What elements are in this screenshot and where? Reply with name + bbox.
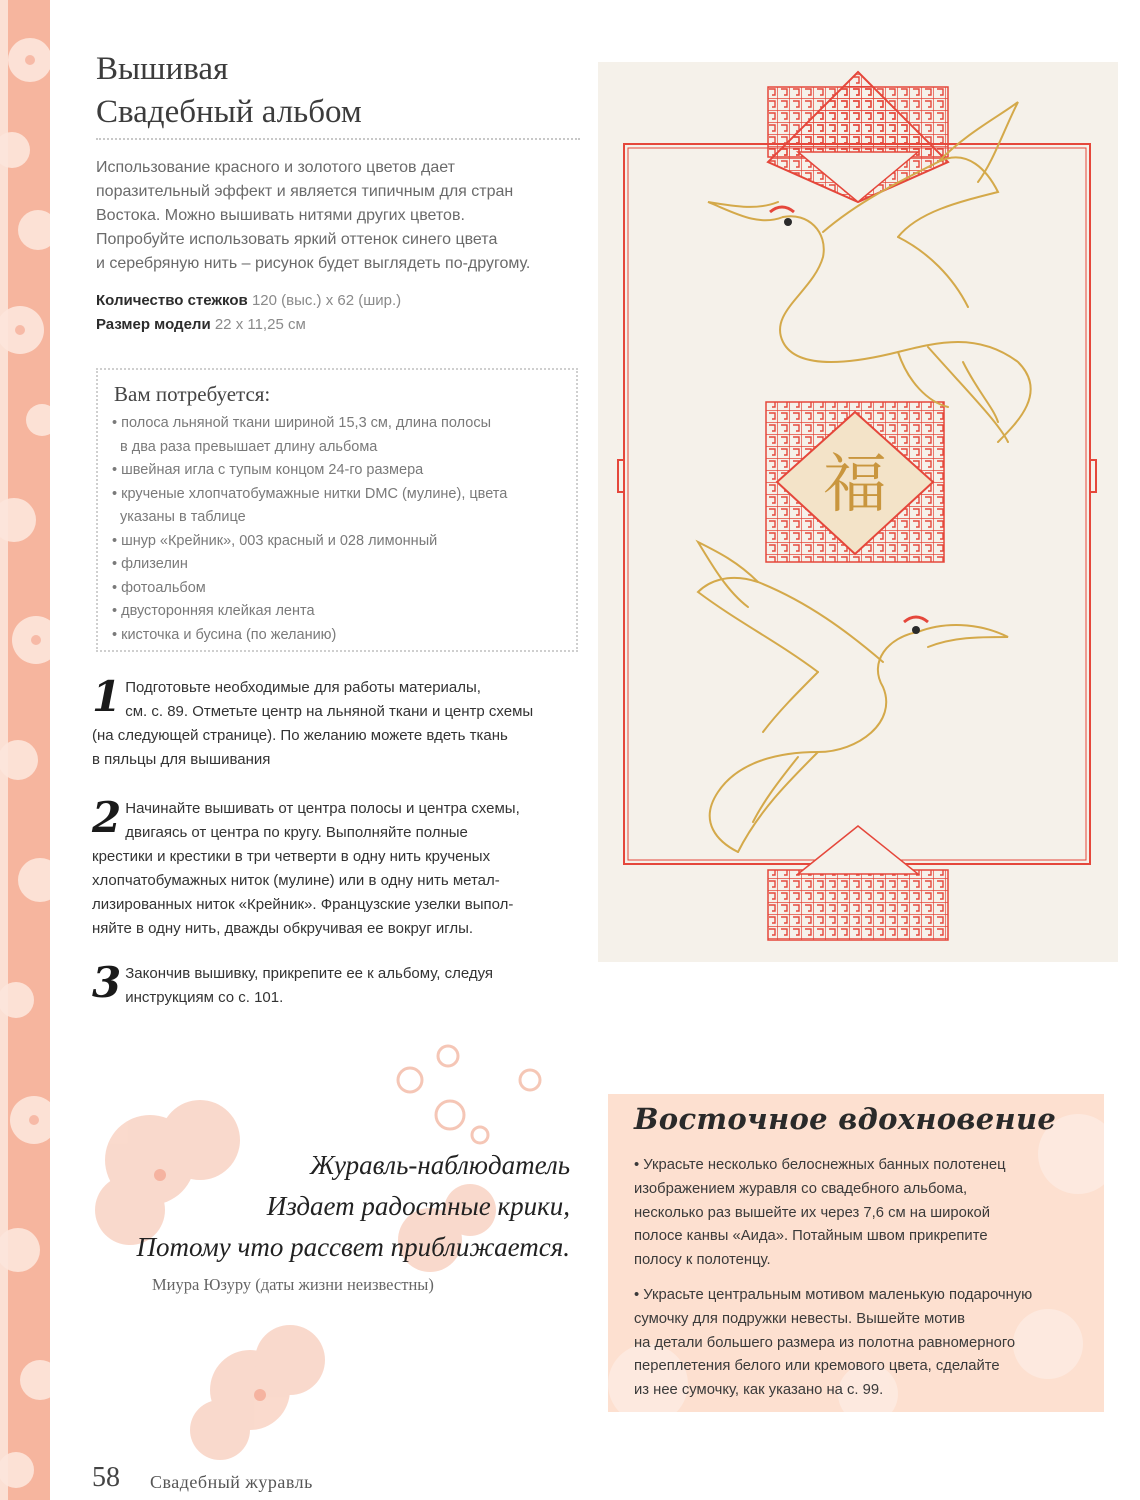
tip-line: полосе канвы «Аида». Потайным швом прикрепите	[634, 1228, 988, 1245]
step-number: 1	[92, 672, 122, 721]
tip-box-title: Восточное вдохновение	[634, 1102, 1057, 1136]
page-title	[96, 48, 362, 134]
quote-line: Издает радостные крики,	[266, 1191, 570, 1221]
materials-item: • кисточка и бусина (по желанию)	[112, 626, 337, 643]
stitch-count-label: Количество стежков	[96, 292, 248, 309]
oriental-inspiration-box	[608, 1094, 1104, 1412]
blossom-strip-art	[0, 0, 50, 1500]
step-2	[92, 793, 587, 941]
step-line: Начинайте вышивать от центра полосы и центра схемы,	[125, 800, 520, 817]
tip-line: • Украсьте несколько белоснежных банных полотенец	[634, 1157, 1006, 1173]
materials-item: • крученые хлопчатобумажные нитки DMC (мулине), цвета	[112, 485, 508, 502]
materials-item: в два раза превышает длину альбома	[120, 438, 378, 455]
tip-line: на детали большего размера из полотна равномерного	[634, 1334, 1016, 1351]
step-3	[92, 958, 587, 1010]
tip-line: переплетения белого или кремового цвета, сделайте	[634, 1358, 1000, 1375]
step-number: 2	[92, 793, 122, 842]
materials-item: • шнур «Крейник», 003 красный и 028 лимонный	[112, 532, 438, 549]
left-blossom-strip	[0, 0, 50, 1500]
step-line: двигаясь от центра по кругу. Выполняйте полные	[125, 824, 468, 841]
footer-section-title: Свадебный журавль	[150, 1472, 313, 1492]
materials-item: • полоса льняной ткани шириной 15,3 см, длина полосы	[112, 415, 492, 431]
step-line: инструкциям со с. 101.	[125, 989, 284, 1006]
center-fret-motif	[766, 402, 944, 562]
step-line: лизированных ниток «Крейник». Французские узелки выпол-	[92, 896, 514, 913]
title-line-1: Вышивая	[96, 51, 229, 87]
fortune-glyph: 福	[823, 448, 887, 522]
embroidery-image	[598, 62, 1118, 962]
quote-author: Миура Юзуру (даты жизни неизвестны)	[152, 1275, 434, 1294]
crane-embroidery-art	[598, 62, 1118, 962]
intro-line: поразительный эффект и является типичным для стран	[96, 183, 514, 200]
step-line: см. с. 89. Отметьте центр на льняной ткани и центр схемы	[125, 703, 534, 720]
materials-item: • фотоальбом	[112, 579, 206, 596]
materials-item: • швейная игла с тупым концом 24-го размера	[112, 462, 424, 478]
materials-heading: Вам потребуется:	[114, 382, 271, 406]
intro-line: и серебряную нить – рисунок будет выглядеть по-другому.	[96, 255, 531, 272]
tip-line: из нее сумочку, как указано на с. 99.	[634, 1382, 884, 1399]
intro-line: Востока. Можно вышивать нитями других цветов.	[96, 207, 465, 224]
intro-line: Использование красного и золотого цветов дает	[96, 159, 455, 176]
quote-line: Потому что рассвет приближается.	[136, 1232, 570, 1262]
step-line: в пяльцы для вышивания	[92, 751, 271, 768]
materials-item: • флизелин	[112, 556, 188, 572]
tip-line: изображением журавля со свадебного альбома,	[634, 1180, 968, 1197]
materials-box	[96, 368, 578, 652]
quote-line: Журавль-наблюдатель	[310, 1150, 570, 1180]
materials-item: • двусторонняя клейкая лента	[112, 603, 315, 619]
step-line: няйте в одну нить, дважды обкручивая ее вокруг иглы.	[92, 920, 474, 937]
step-line: крестики и крестики в три четверти в одну нить крученых	[92, 848, 491, 865]
page-number: 58	[92, 1462, 120, 1493]
step-line: хлопчатобумажных ниток (мулине) или в одну нить метал-	[92, 872, 500, 889]
step-line: Закончив вышивку, прикрепите ее к альбому, следуя	[125, 965, 494, 982]
step-line: Подготовьте необходимые для работы материалы,	[125, 679, 481, 696]
tip-line: сумочку для подружки невесты. Вышейте мотив	[634, 1310, 966, 1327]
step-1	[92, 672, 587, 772]
tip-line: полосу к полотенцу.	[634, 1252, 771, 1269]
materials-list	[112, 412, 572, 647]
intro-line: Попробуйте использовать яркий оттенок синего цвета	[96, 231, 498, 248]
tip-paragraph-2	[634, 1284, 1032, 1403]
stitch-count-value: 120 (выс.) х 62 (шир.)	[251, 292, 402, 309]
title-line-2: Свадебный альбом	[96, 94, 362, 130]
model-size-value: 22 х 11,25 см	[214, 316, 306, 333]
step-line: (на следующей странице). По желанию можете вдеть ткань	[92, 727, 508, 744]
model-size-label: Размер модели	[96, 316, 211, 333]
intro-paragraph	[96, 156, 596, 276]
stitch-count	[96, 292, 401, 309]
title-divider	[96, 138, 580, 140]
model-size	[96, 316, 306, 333]
haiku-quote	[50, 1145, 570, 1268]
tip-line: • Украсьте центральным мотивом маленькую подарочную	[634, 1287, 1033, 1303]
materials-item: указаны в таблице	[120, 509, 246, 525]
tip-paragraph-1	[634, 1154, 1006, 1273]
tip-line: несколько раз вышейте их через 7,6 см на широкой	[634, 1204, 991, 1221]
step-number: 3	[92, 958, 122, 1007]
